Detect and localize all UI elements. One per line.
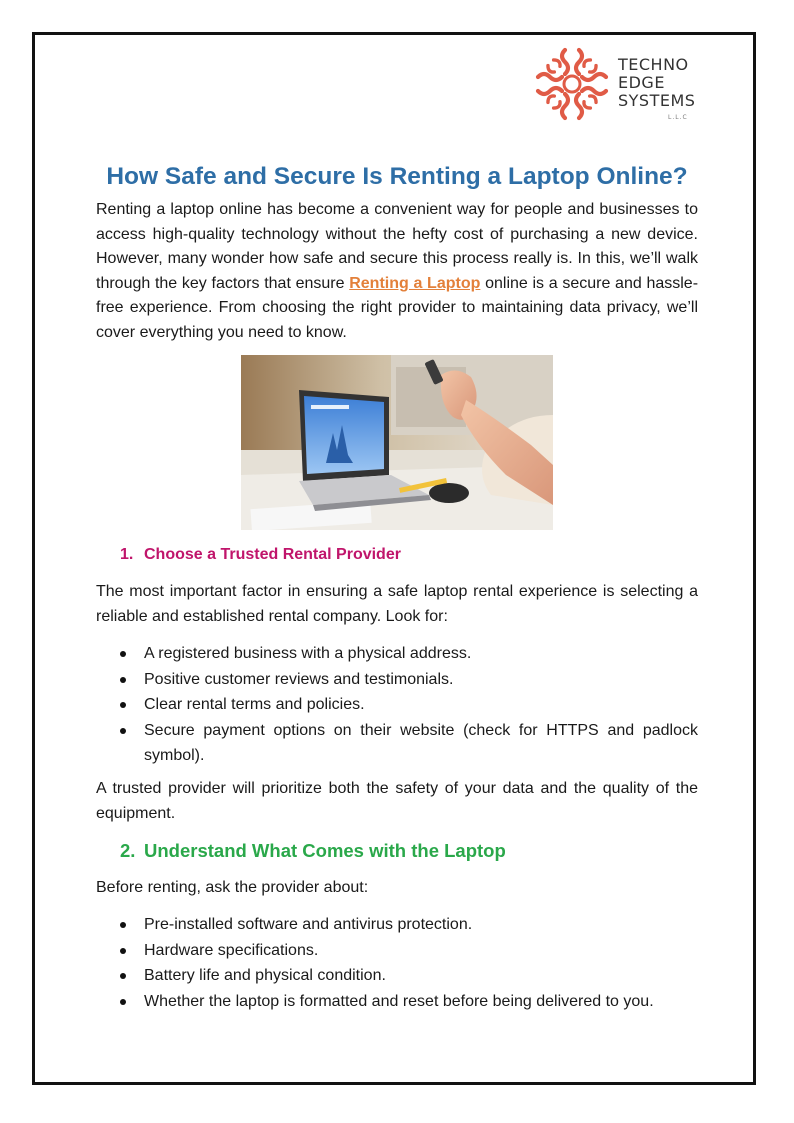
section-1-lead: The most important factor in ensuring a safe laptop rental experience is selecting a reliable and established rental company. Look for: [96,583,698,625]
list-item: Secure payment options on their website (check for HTTPS and padlock symbol). [118,718,698,769]
logo-line-3: SYSTEMS [618,91,696,110]
list-item: Positive customer reviews and testimonials. [118,667,698,693]
list-item: Battery life and physical condition. [118,963,698,989]
intro-text-start: Renting a laptop online has become a convenient way for people and businesses to access high-quality technology without the hefty cost of purchasing a new device. However, many wonder how safe and secure this process really is. In this, we’ll walk through the key factors that ensure [96,201,698,292]
list-item: A registered business with a physical address. [118,641,698,667]
intro-text-end: online is a secure and hassle-free experience. From choosing the right provider to maintaining data privacy, we’ll cover everything you need to know. [96,274,699,341]
section-2-number: 2. [120,840,136,861]
renting-a-laptop-link[interactable]: Renting a Laptop [349,274,481,292]
list-item: Pre-installed software and antivirus protection. [118,912,698,938]
logo-mark-icon [532,44,612,124]
page-title: How Safe and Secure Is Renting a Laptop Online? [106,163,688,190]
section-2-heading [120,840,700,862]
section-1-number: 1. [120,546,134,563]
section-1-title: Choose a Trusted Rental Provider [144,546,401,563]
section-1-heading [120,546,700,564]
logo-line-1: TECHNO [618,55,689,74]
section-1-closing: A trusted provider will prioritize both the safety of your data and the quality of the equipment. [96,780,698,822]
logo-wordmark [618,56,695,110]
list-item: Whether the laptop is formatted and reset before being delivered to you. [118,989,698,1015]
intro-paragraph [96,198,698,345]
company-logo [532,44,702,124]
list-item: Hardware specifications. [118,938,698,964]
section-2-bullet-list [118,912,698,1014]
section-1-bullet-list [118,641,698,769]
logo-llc: L.L.C [668,114,688,121]
laptop-photo [241,355,553,530]
list-item: Clear rental terms and policies. [118,692,698,718]
section-2-lead: Before renting, ask the provider about: [96,879,369,896]
logo-line-2: EDGE [618,73,665,92]
section-2-title: Understand What Comes with the Laptop [144,840,506,861]
